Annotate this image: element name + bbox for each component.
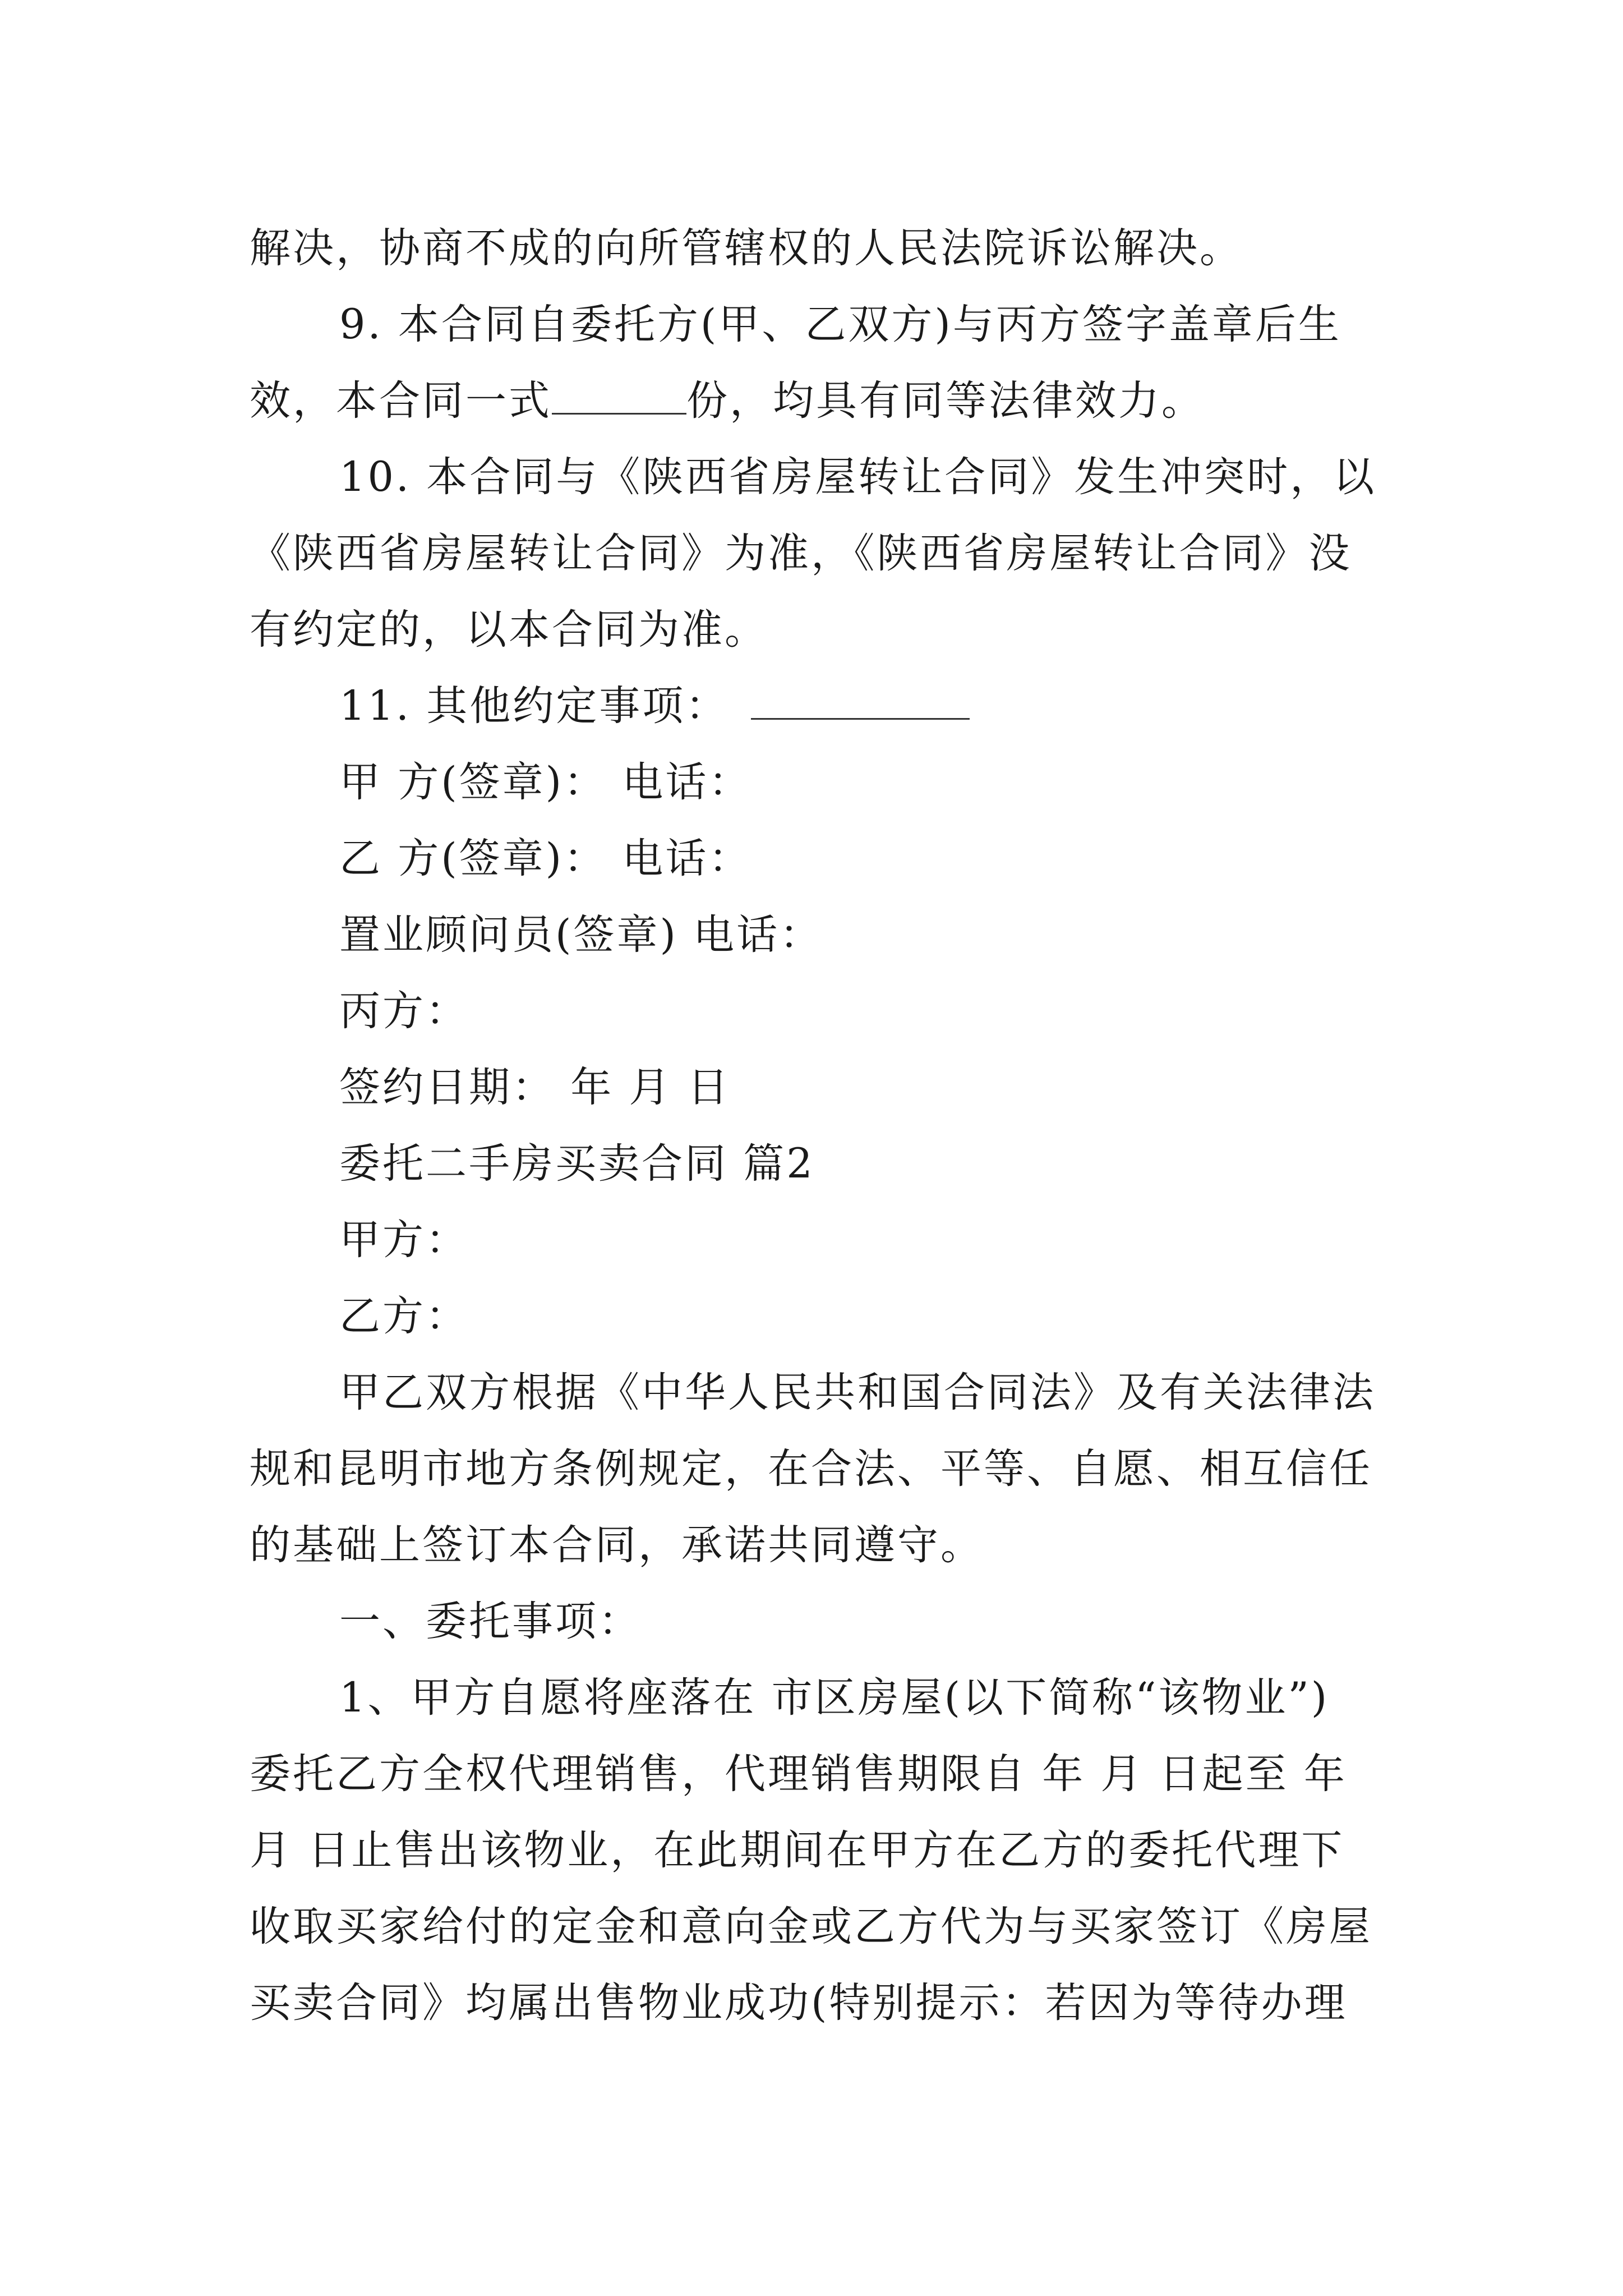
paragraph-line: [250, 363, 1377, 439]
paragraph-line: 月 日止售出该物业，在此期间在甲方在乙方的委托代理下: [250, 1826, 1345, 1874]
line-segment: 效，本合同一式: [250, 377, 552, 425]
paragraph-line: 《陕西省房屋转让合同》为准，《陕西省房屋转让合同》没: [250, 530, 1352, 577]
signature-line: 乙 方(签章)： 电话：: [339, 835, 752, 882]
date-line: 签约日期： 年 月 日: [339, 1064, 731, 1111]
paragraph-line: 解决，协商不成的向所管辖权的人民法院诉讼解决。: [250, 224, 1243, 272]
line-segment: 份，均具有同等法律效力。: [686, 377, 1205, 425]
paragraph-line: 的基础上签订本合同，承诺共同遵守。: [250, 1521, 984, 1569]
signature-line: 甲 方(签章)： 电话：: [339, 758, 752, 806]
line-segment: 11. 其他约定事项：: [339, 682, 729, 730]
section-heading: 一、委托事项：: [339, 1598, 642, 1645]
paragraph-line: 甲乙双方根据《中华人民共和国合同法》及有关法律法: [339, 1369, 1376, 1416]
paragraph-line: 有约定的，以本合同为准。: [250, 606, 768, 654]
paragraph-line: 9. 本合同自委托方(甲、乙双方)与丙方签字盖章后生: [339, 301, 1341, 348]
section-title: 委托二手房买卖合同 篇2: [339, 1140, 815, 1188]
party-line: 甲方：: [339, 1216, 469, 1264]
party-line: 乙方：: [339, 1292, 469, 1340]
paragraph-line: 收取买家给付的定金和意向金或乙方代为与买家签订《房屋: [250, 1903, 1372, 1950]
document-body: [250, 210, 1377, 2041]
signature-line: 丙方：: [339, 987, 469, 1035]
other-terms-blank: [751, 684, 970, 720]
paragraph-line: [250, 668, 1377, 744]
paragraph-line: 10. 本合同与《陕西省房屋转让合同》发生冲突时，以: [339, 453, 1377, 501]
signature-line: 置业顾问员(签章) 电话：: [339, 911, 823, 959]
paragraph-line: 买卖合同》均属出售物业成功(特别提示：若因为等待办理: [250, 1979, 1348, 2027]
copies-blank: [552, 379, 686, 415]
paragraph-line: 1、甲方自愿将座落在 市区房屋(以下简称“该物业”): [339, 1674, 1330, 1722]
paragraph-line: 规和昆明市地方条例规定，在合法、平等、自愿、相互信任: [250, 1445, 1372, 1493]
paragraph-line: 委托乙方全权代理销售，代理销售期限自 年 月 日起至 年: [250, 1750, 1347, 1798]
